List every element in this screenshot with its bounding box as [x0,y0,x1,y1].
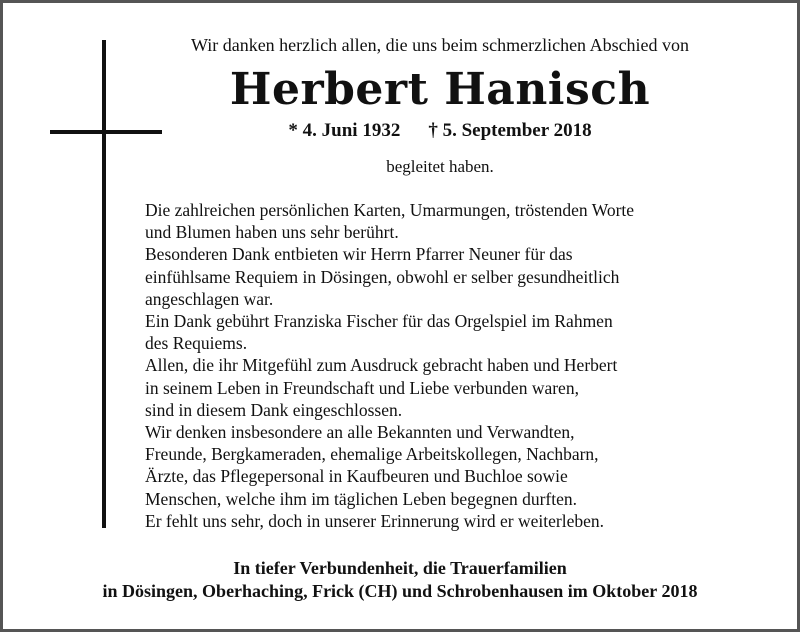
life-dates [130,118,750,144]
body-line: angeschlagen war. [145,288,274,309]
body-line: Die zahlreichen persönlichen Karten, Umarmungen, tröstenden Worte [145,200,635,220]
death-date: † 5. September 2018 [428,120,592,141]
body-line: Freunde, Bergkameraden, ehemalige Arbeitskollegen, Nachbarn, [145,444,599,465]
deceased-name: Herbert Hanisch [229,64,651,115]
body-line: Wir denken insbesondere an alle Bekannten und Verwandten, [145,422,575,443]
body-line: Ein Dank gebührt Franziska Fischer für das Orgelspiel im Rahmen [145,311,613,332]
closing-line-1: In tiefer Verbundenheit, die Trauerfamilien [233,558,567,578]
birth-date: * 4. Juni 1932 [288,120,401,141]
body-line: Ärzte, das Pflegepersonal in Kaufbeuren und Buchloe sowie [145,466,568,487]
thanks-body [145,199,785,532]
body-line: sind in diesem Dank eingeschlossen. [145,399,403,420]
body-line: Menschen, welche ihm im täglichen Leben begegnen durften. [145,488,577,509]
closing-signature [0,557,800,603]
body-line: in seinem Leben in Freundschaft und Liebe verbunden waren, [145,377,579,398]
body-line: Er fehlt uns sehr, doch in unserer Erinnerung wird er weiterleben. [145,510,604,531]
accompanied-text: begleitet haben. [386,157,494,176]
cross-icon-vertical-bar [102,40,106,528]
body-line: einfühlsame Requiem in Dösingen, obwohl er selber gesundheitlich [145,266,620,287]
body-line: des Requiems. [145,333,248,354]
closing-line-2: in Dösingen, Oberhaching, Frick (CH) und Schrobenhausen im Oktober 2018 [102,581,698,601]
body-line: und Blumen haben uns sehr berührt. [145,222,399,243]
intro-text: Wir danken herzlich allen, die uns beim schmerzlichen Abschied von [190,35,690,55]
body-line: Allen, die ihr Mitgefühl zum Ausdruck gebracht haben und Herbert [145,355,618,376]
body-line: Besonderen Dank entbieten wir Herrn Pfarrer Neuner für das [145,244,573,265]
